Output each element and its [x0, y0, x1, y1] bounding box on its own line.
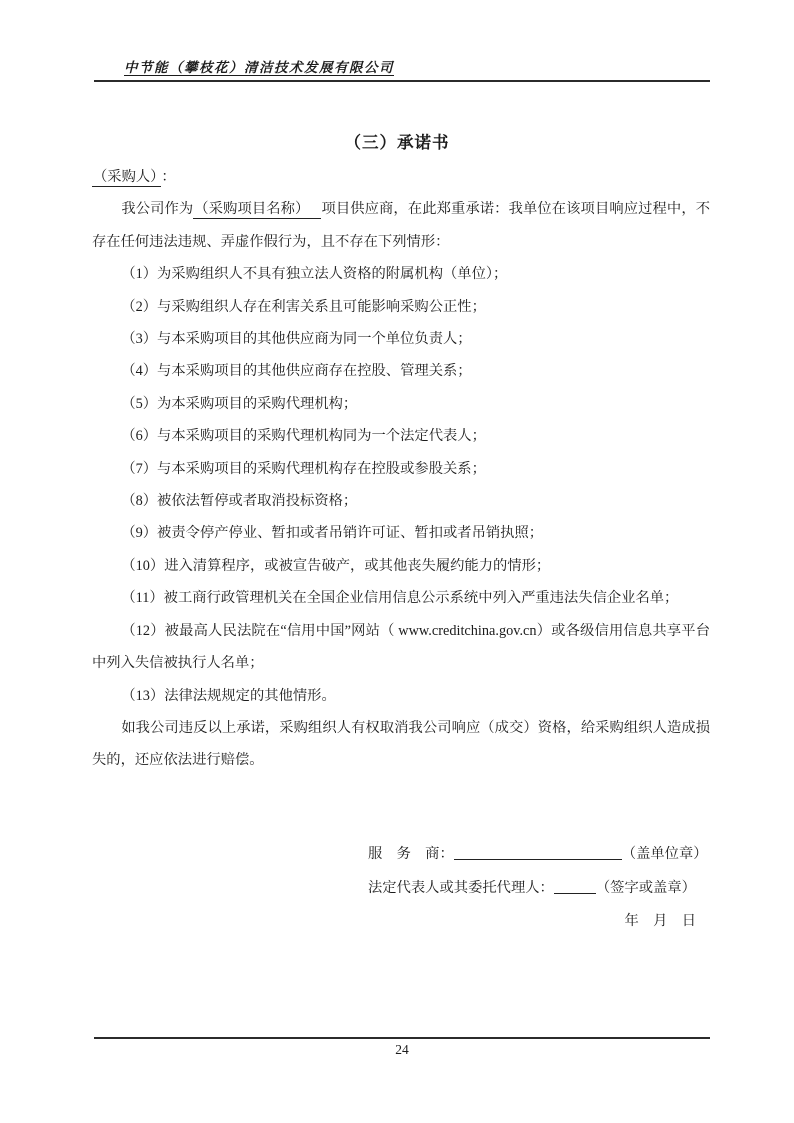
closing-paragraph: 如我公司违反以上承诺，采购组织人有权取消我公司响应（成交）资格，给采购组织人造成损失的，还应依法进行赔偿。 [92, 719, 710, 769]
list-item-4: （4）与本采购项目的其他供应商存在控股、管理关系； [121, 363, 472, 380]
salutation-line [92, 161, 710, 193]
date-line: 年 月 日 [624, 913, 696, 929]
intro-paragraph [92, 193, 710, 258]
representative-row [368, 872, 708, 906]
sign-note: （签字或盖章） [595, 879, 696, 896]
list-item-8: （8）被依法暂停或者取消投标资格； [121, 493, 358, 510]
list-item-13: （13）法律法规规定的其他情形。 [121, 687, 336, 704]
list-item-1: （1）为采购组织人不具有独立法人资格的附属机构（单位）； [121, 266, 508, 283]
representative-blank-line [554, 879, 596, 894]
page-footer [94, 1037, 710, 1058]
intro-suffix: 项目供应商，在此郑重承诺：我单位在该项目响应过程中，不存在任何违法违规、弄虚作假行为，且不存在下列情形： [92, 201, 711, 250]
list-item-6: （6）与本采购项目的采购代理机构同为一个法定代表人； [121, 428, 486, 445]
supplier-row [368, 838, 708, 872]
page-number: 24 [395, 1042, 409, 1057]
company-name: 中节能（攀枝花）清洁技术发展有限公司 [124, 60, 394, 75]
supplier-blank-line [454, 845, 622, 860]
list-item-7: （7）与本采购项目的采购代理机构存在控股或参股关系； [121, 460, 486, 477]
supplier-label: 服 务 商： [368, 846, 454, 862]
representative-label: 法定代表人或其委托代理人： [368, 879, 554, 896]
list-item-11: （11）被工商行政管理机关在全国企业信用信息公示系统中列入严重违法失信企业名单； [121, 590, 679, 607]
list-item-2: （2）与采购组织人存在利害关系且可能影响采购公正性； [121, 298, 486, 315]
document-title: （三）承诺书 [344, 134, 450, 152]
list-item-12: （12）被最高人民法院在“信用中国”网站（ www.creditchina.gov.cn）或各级信用信息共享平台中列入失信被执行人名单； [92, 622, 710, 672]
page-header [94, 56, 710, 82]
intro-prefix: 我公司作为 [121, 201, 194, 218]
seal-note: （盖单位章） [621, 846, 708, 862]
list-item-10: （10）进入清算程序，或被宣告破产，或其他丧失履约能力的情形； [121, 557, 551, 574]
signature-block [368, 838, 708, 939]
salutation-colon: ： [161, 169, 176, 185]
list-item-9: （9）被责令停产停业、暂扣或者吊销许可证、暂扣或者吊销执照； [121, 525, 544, 542]
list-item-5: （5）为本采购项目的采购代理机构； [121, 395, 358, 412]
list-item-3: （3）与本采购项目的其他供应商为同一个单位负责人； [121, 331, 472, 348]
project-name-blank: （采购项目名称） [193, 201, 321, 219]
letter-body [92, 161, 710, 777]
addressee-blank: （采购人） [92, 169, 161, 187]
